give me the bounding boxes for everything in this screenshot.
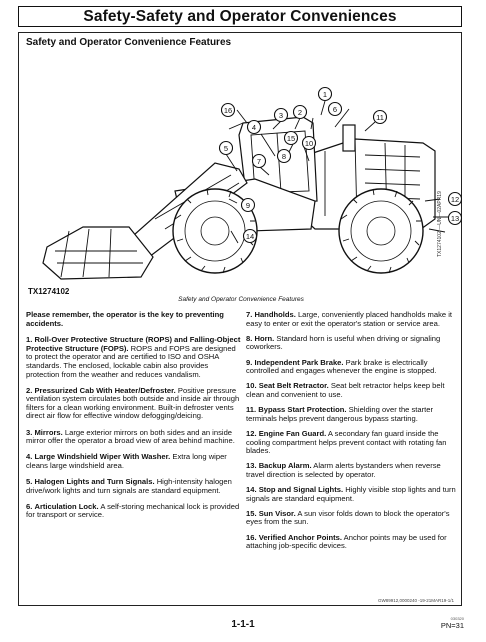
right-column bbox=[246, 311, 458, 557]
feature-item: 7. Handholds. Large, conveniently placed handholds make it easy to enter or exit the operator's station or service area. bbox=[246, 310, 453, 328]
svg-text:11: 11 bbox=[376, 113, 384, 122]
rear-wheel bbox=[339, 189, 423, 273]
footer-meta bbox=[441, 616, 464, 630]
pn-label: PN=31 bbox=[440, 621, 464, 630]
page-number: 1-1-1 bbox=[231, 619, 255, 630]
section-title: Safety and Operator Convenience Features bbox=[26, 37, 232, 48]
svg-text:10: 10 bbox=[304, 139, 314, 148]
callout-5 bbox=[220, 142, 233, 155]
figure-side-code: TX1274102 —UN—02APR19 bbox=[437, 191, 443, 257]
callout-2 bbox=[294, 106, 307, 119]
feature-item: 6. Articulation Lock. A self-storing mechanical lock is provided for transport or service. bbox=[26, 501, 240, 520]
svg-text:15: 15 bbox=[286, 134, 296, 143]
svg-text:1: 1 bbox=[322, 90, 328, 99]
feature-item: 11. Bypass Start Protection. Shielding over the starter terminals helps prevent dangerous bypass starting. bbox=[246, 405, 434, 423]
svg-text:13: 13 bbox=[450, 214, 460, 223]
figure-caption: Safety and Operator Convenience Features bbox=[178, 296, 304, 303]
svg-text:8: 8 bbox=[281, 152, 287, 161]
callout-15 bbox=[285, 132, 298, 145]
feature-item: 4. Large Windshield Wiper With Washer. Extra long wiper cleans large windshield area. bbox=[26, 452, 227, 470]
figure-id: TX1274102 bbox=[28, 287, 70, 296]
svg-text:5: 5 bbox=[223, 144, 229, 153]
feature-item: 16. Verified Anchor Points. Anchor points may be used for attaching job-specific devices. bbox=[246, 532, 447, 551]
callout-4 bbox=[248, 121, 261, 134]
svg-text:9: 9 bbox=[245, 201, 251, 210]
callout-13 bbox=[449, 212, 462, 225]
callout-1 bbox=[319, 88, 332, 101]
feature-item: 8. Horn. Standard horn is useful when driving or signaling coworkers. bbox=[246, 333, 441, 352]
callout-12 bbox=[449, 193, 462, 206]
loader-illustration bbox=[25, 51, 460, 313]
callout-14 bbox=[244, 230, 257, 243]
feature-item: 10. Seat Belt Retractor. Seat belt retractor helps keep belt clean and convenient to use. bbox=[246, 381, 445, 399]
page-title bbox=[18, 6, 462, 27]
callout-16 bbox=[222, 104, 235, 117]
svg-text:6: 6 bbox=[332, 105, 338, 114]
callout-11 bbox=[374, 111, 387, 124]
callout-10 bbox=[303, 137, 316, 150]
svg-text:14: 14 bbox=[245, 232, 255, 241]
svg-text:7: 7 bbox=[256, 157, 262, 166]
feature-item: 15. Sun Visor. A sun visor folds down to block the operator's eyes from the sun. bbox=[246, 508, 450, 527]
page-title-text: Safety-Safety and Operator Conveniences bbox=[83, 7, 397, 25]
machine-body bbox=[43, 117, 435, 279]
feature-item: 3. Mirrors. Large exterior mirrors on both sides and an inside mirror offer the operator a broad view of area behind machine. bbox=[26, 427, 235, 446]
callout-7 bbox=[253, 155, 266, 168]
footer-code: 030320 bbox=[450, 616, 464, 621]
feature-item: 13. Backup Alarm. Alarm alerts bystanders when reverse travel direction is selected by operator. bbox=[246, 461, 441, 479]
callout-9 bbox=[242, 199, 255, 212]
feature-item: 12. Engine Fan Guard. A secondary fan guard inside the cooling compartment helps prevent contact with rotating fan blades. bbox=[246, 428, 447, 456]
feature-item: 14. Stop and Signal Lights. Highly visible stop lights and turn signals are standard equipment. bbox=[246, 485, 456, 503]
svg-text:4: 4 bbox=[251, 123, 257, 132]
feature-item: 5. Halogen Lights and Turn Signals. High-intensity halogen drive/work lights and turn signals are standard equipment. bbox=[26, 476, 232, 495]
left-column bbox=[26, 311, 242, 527]
svg-text:12: 12 bbox=[450, 195, 460, 204]
feature-item: 1. Roll-Over Protective Structure (ROPS) and Falling-Object Protective Structure (FOPS). ROPS and FOPS are designed to protect the operator and are certified to ISO and OSHA standards. The enclosed, lockable cabin also provides protection from the weather and reduces vandalism. bbox=[26, 335, 241, 379]
callout-6 bbox=[329, 103, 342, 116]
feature-item: 2. Pressurized Cab With Heater/Defroster. Positive pressure ventilation system circulates both outside and inside air through filters for a clean working environment. Built-in defroster vents direct air flow for effective window defogging/deicing. bbox=[26, 385, 240, 421]
intro-text: Please remember, the operator is the key to preventing accidents. bbox=[26, 310, 224, 328]
callout-3 bbox=[275, 109, 288, 122]
svg-text:16: 16 bbox=[223, 106, 233, 115]
callout-8 bbox=[278, 150, 291, 163]
document-reference: GW89912,0000240 -19-21MAR19-1/1 bbox=[377, 598, 454, 603]
content-frame bbox=[18, 32, 462, 606]
svg-text:2: 2 bbox=[297, 108, 303, 117]
feature-item: 9. Independent Park Brake. Park brake is electrically controlled and engages whenever the engine is stopped. bbox=[246, 357, 437, 376]
svg-text:3: 3 bbox=[278, 111, 284, 120]
